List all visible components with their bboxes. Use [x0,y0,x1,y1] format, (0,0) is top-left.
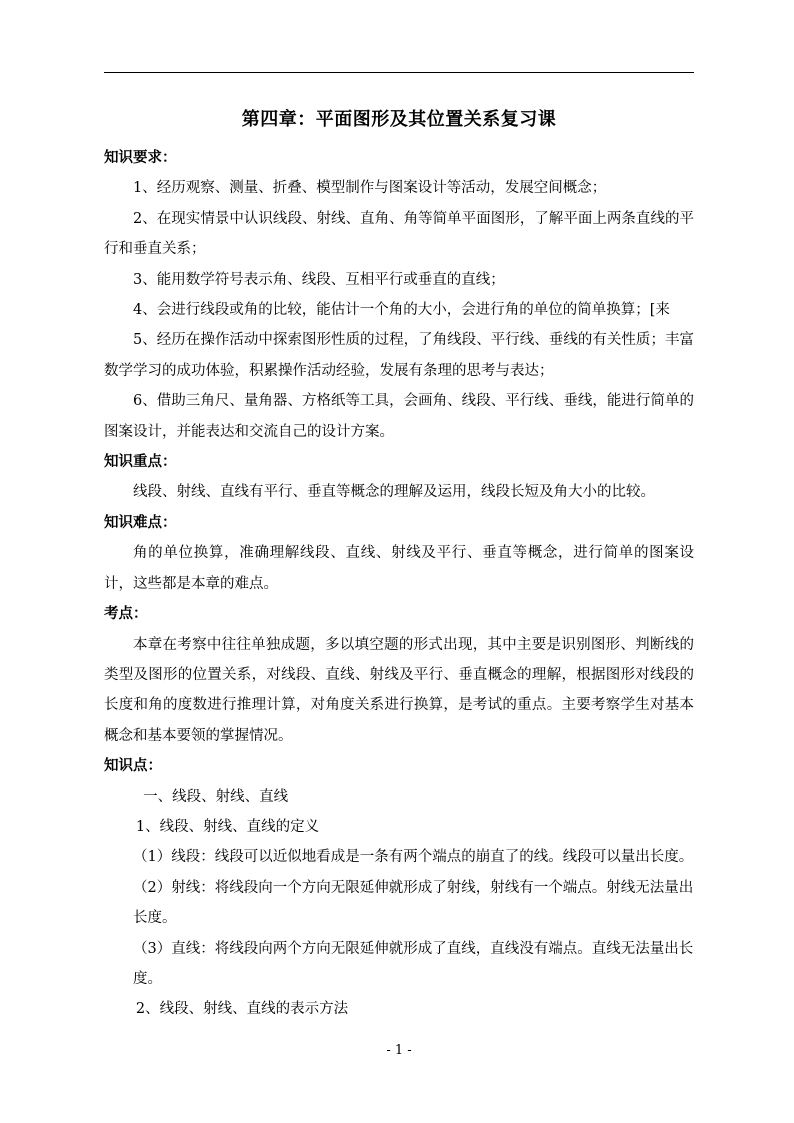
section-heading-exam-points: 考点： [104,605,148,623]
requirement-item: 4、会进行线段或角的比较，能估计一个角的大小，会进行角的单位的简单换算；[来 [133,302,670,319]
key-points-text: 线段、射线、直线有平行、垂直等概念的理解及运用，线段长短及角大小的比较。 [133,484,655,501]
difficulties-text: 角的单位换算，准确理解线段、直线、射线及平行、垂直等概念，进行简单的图案设计，这些都是本章的难点。 [104,545,694,592]
requirement-item: 6、借助三角尺、量角器、方格纸等工具，会画角、线段、平行线、垂线，能进行简单的图案设计，并能表达和交流自己的设计方案。 [104,393,694,440]
definition-line-segment: （1）线段：线段可以近似地看成是一条有两个端点的崩直了的线。线段可以量出长度。 [133,849,694,866]
section-heading-difficulties: 知识难点： [104,513,177,531]
subsection-item: 2、线段、射线、直线的表示方法 [135,1001,349,1018]
page-title: 第四章：平面图形及其位置关系复习课 [241,109,557,130]
page-number: - 1 - [386,1043,412,1058]
requirement-item: 1、经历观察、测量、折叠、模型制作与图案设计等活动，发展空间概念； [133,180,607,197]
definition-line: （3）直线：将线段向两个方向无限延伸就形成了直线，直线没有端点。直线无法量出长度。 [133,940,694,987]
subsection-heading: 一、线段、射线、直线 [143,788,289,805]
header-rule [104,72,694,73]
requirement-item: 3、能用数学符号表示角、线段、互相平行或垂直的直线； [133,271,505,288]
section-heading-knowledge-points: 知识点： [104,757,162,775]
subsection-item: 1、线段、射线、直线的定义 [135,818,320,835]
section-heading-key-points: 知识重点： [104,453,177,471]
requirement-item: 5、经历在操作活动中探索图形性质的过程，了角线段、平行线、垂线的有关性质；丰富数学学习的成功体验，积累操作活动经验，发展有条理的思考与表达； [104,332,694,379]
definition-ray: （2）射线：将线段向一个方向无限延伸就形成了射线，射线有一个端点。射线无法量出长度。 [133,879,694,927]
document-body [104,143,694,1025]
requirement-item: 2、在现实情景中认识线段、射线、直角、角等简单平面图形，了解平面上两条直线的平行和垂直关系； [104,210,694,258]
exam-points-text: 本章在考察中往往单独成题，多以填空题的形式出现，其中主要是识别图形、判断线的类型及图形的位置关系，对线段、直线、射线及平行、垂直概念的理解，根据图形对线段的长度和角的度数进行推理计算，对角度关系进行换算，是考试的重点。主要考察学生对基本概念和基本要领的掌握情况。 [104,636,694,744]
section-heading-requirements: 知识要求： [104,149,177,166]
